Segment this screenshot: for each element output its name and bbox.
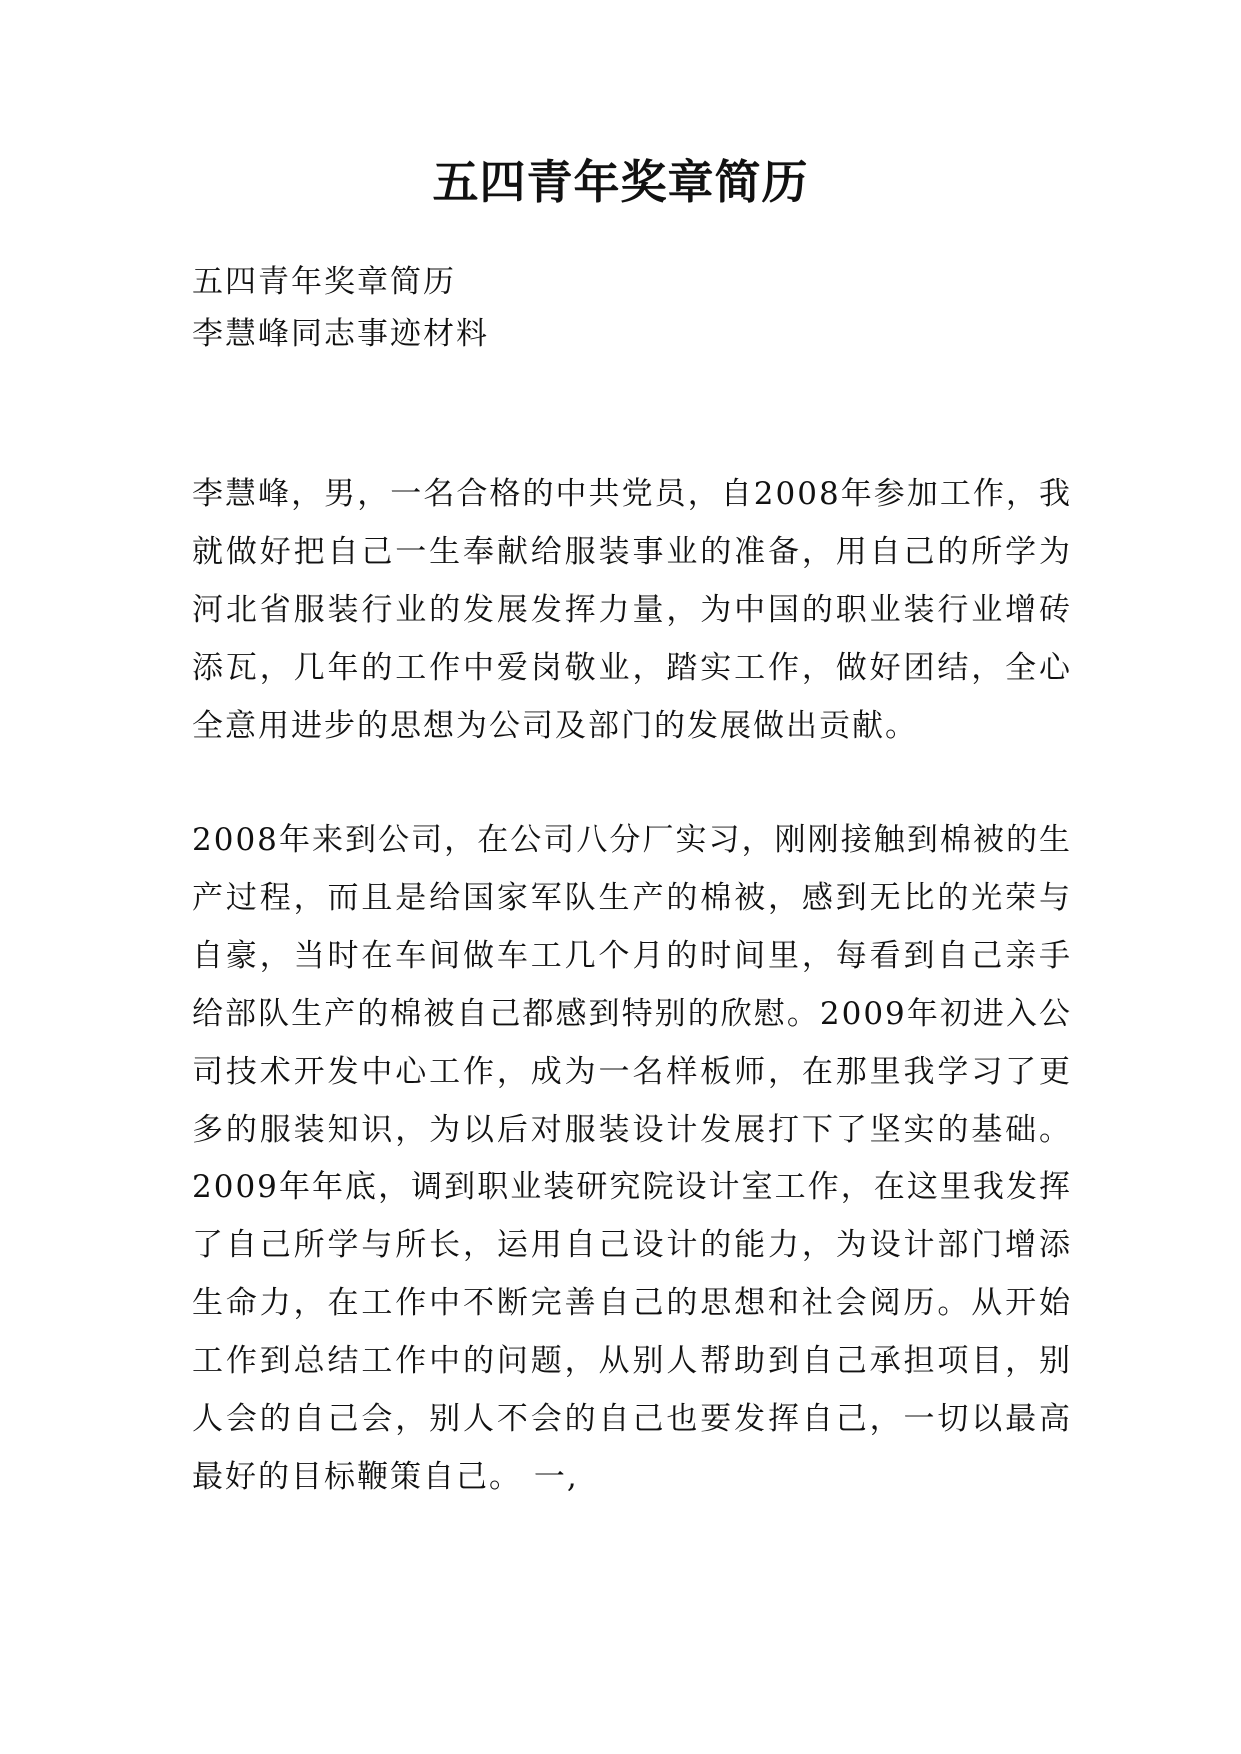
document-title: 五四青年奖章简历 xyxy=(432,155,809,209)
subtitle-line-2: 李慧峰同志事迹材料 xyxy=(192,316,489,352)
subtitle-line-1: 五四青年奖章简历 xyxy=(192,264,456,300)
body-paragraph-1: 李慧峰，男，一名合格的中共党员，自2008年参加工作，我就做好把自己一生奉献给服装事业的准备，用自己的所学为河北省服装行业的发展发挥力量，为中国的职业装行业增砖添瓦，几年的工作中爱岗敬业，踏实工作，做好团结，全心全意用进步的思想为公司及部门的发展做出贡献。 xyxy=(192,476,1072,744)
body-paragraph-2: 2008年来到公司，在公司八分厂实习，刚刚接触到棉被的生产过程，而且是给国家军队生产的棉被，感到无比的光荣与自豪，当时在车间做车工几个月的时间里，每看到自己亲手给部队生产的棉被自己都感到特别的欣慰。2009年初进入公司技术开发中心工作，成为一名样板师，在那里我学习了更多的服装知识，为以后对服装设计发展打下了坚实的基础。2009年年底，调到职业装研究院设计室工作，在这里我发挥了自己所学与所长，运用自己设计的能力，为设计部门增添生命力，在工作中不断完善自己的思想和社会阅历。从开始工作到总结工作中的问题，从别人帮助到自己承担项目，别人会的自己会，别人不会的自己也要发挥自己，一切以最高最好的目标鞭策自己。 一, xyxy=(192,822,1072,1495)
